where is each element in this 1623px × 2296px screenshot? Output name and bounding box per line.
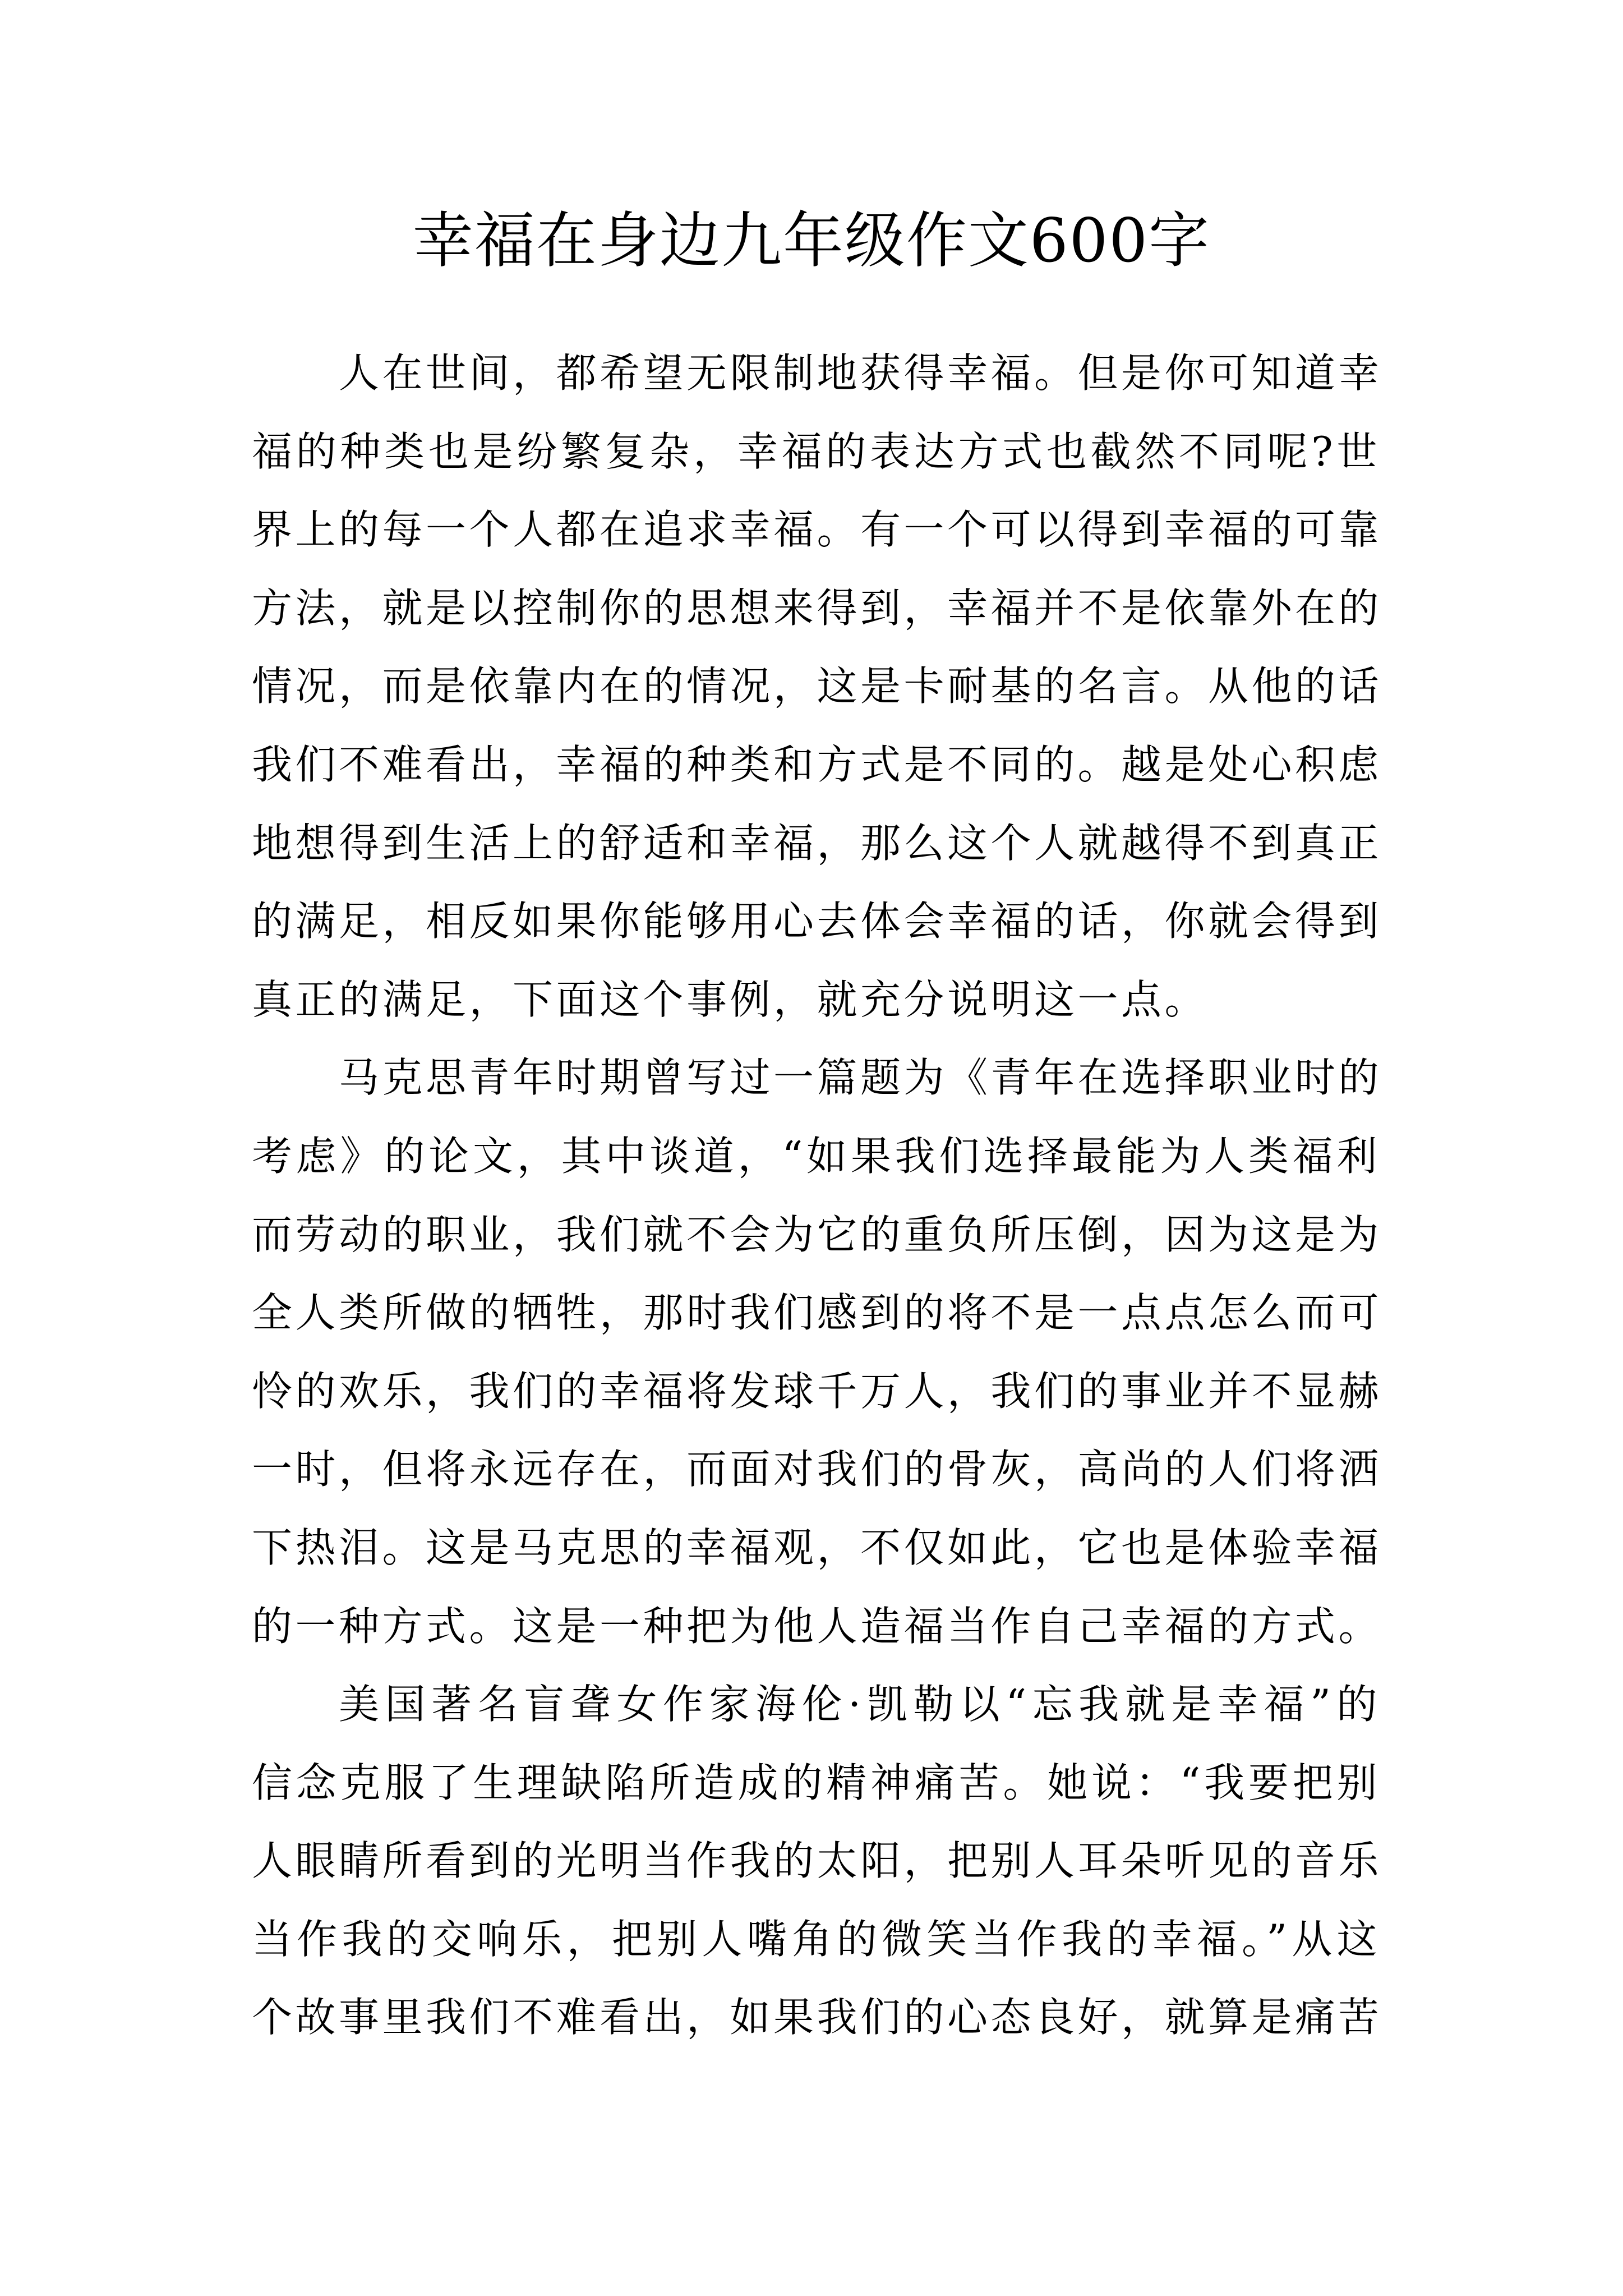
paragraph-line: 全人类所做的牺牲，那时我们感到的将不是一点点怎么而可	[252, 1289, 1382, 1337]
document-body	[252, 334, 1380, 2057]
paragraph-line: 当作我的交响乐，把别人嘴角的微笑当作我的幸福。”从这	[252, 1915, 1380, 1963]
paragraph-line: 马克思青年时期曾写过一篇题为《青年在选择职业时的	[339, 1054, 1382, 1102]
paragraph-3	[252, 1665, 1380, 2057]
paragraph-line: 信念克服了生理缺陷所造成的精神痛苦。她说：“我要把别	[252, 1759, 1380, 1806]
paragraph-line: 的满足，相反如果你能够用心去体会幸福的话，你就会得到	[252, 898, 1382, 945]
paragraph-2	[252, 1039, 1380, 1665]
paragraph-line: 而劳动的职业，我们就不会为它的重负所压倒，因为这是为	[252, 1211, 1382, 1258]
paragraph-line: 情况，而是依靠内在的情况，这是卡耐基的名言。从他的话	[252, 662, 1382, 710]
paragraph-line: 界上的每一个人都在追求幸福。有一个可以得到幸福的可靠	[252, 506, 1382, 554]
paragraph-line: 一时，但将永远存在，而面对我们的骨灰，高尚的人们将洒	[252, 1446, 1382, 1493]
paragraph-line: 的一种方式。这是一种把为他人造福当作自己幸福的方式。	[252, 1602, 1382, 1650]
paragraph-line: 真正的满足，下面这个事例，就充分说明这一点。	[252, 976, 1209, 1023]
paragraph-line: 考虑》的论文，其中谈道，“如果我们选择最能为人类福利	[252, 1132, 1380, 1180]
paragraph-line: 怜的欢乐，我们的幸福将发球千万人，我们的事业并不显赫	[252, 1367, 1382, 1415]
paragraph-line: 福的种类也是纷繁复杂，幸福的表达方式也截然不同呢?世	[252, 427, 1380, 475]
paragraph-line: 人眼睛所看到的光明当作我的太阳，把别人耳朵听见的音乐	[252, 1837, 1382, 1885]
paragraph-line: 我们不难看出，幸福的种类和方式是不同的。越是处心积虑	[252, 740, 1382, 788]
paragraph-line: 下热泪。这是马克思的幸福观，不仅如此，它也是体验幸福	[252, 1524, 1382, 1571]
paragraph-line: 美国著名盲聋女作家海伦·凯勒以“忘我就是幸福”的	[339, 1681, 1380, 1728]
document-title: 幸福在身边九年级作文600字	[412, 206, 1211, 276]
paragraph-line: 人在世间，都希望无限制地获得幸福。但是你可知道幸	[339, 349, 1382, 397]
paragraph-line: 个故事里我们不难看出，如果我们的心态良好，就算是痛苦	[252, 1994, 1382, 2041]
paragraph-line: 地想得到生活上的舒适和幸福，那么这个人就越得不到真正	[252, 819, 1382, 867]
paragraph-1	[252, 334, 1380, 1039]
paragraph-line: 方法，就是以控制你的思想来得到，幸福并不是依靠外在的	[252, 584, 1382, 632]
